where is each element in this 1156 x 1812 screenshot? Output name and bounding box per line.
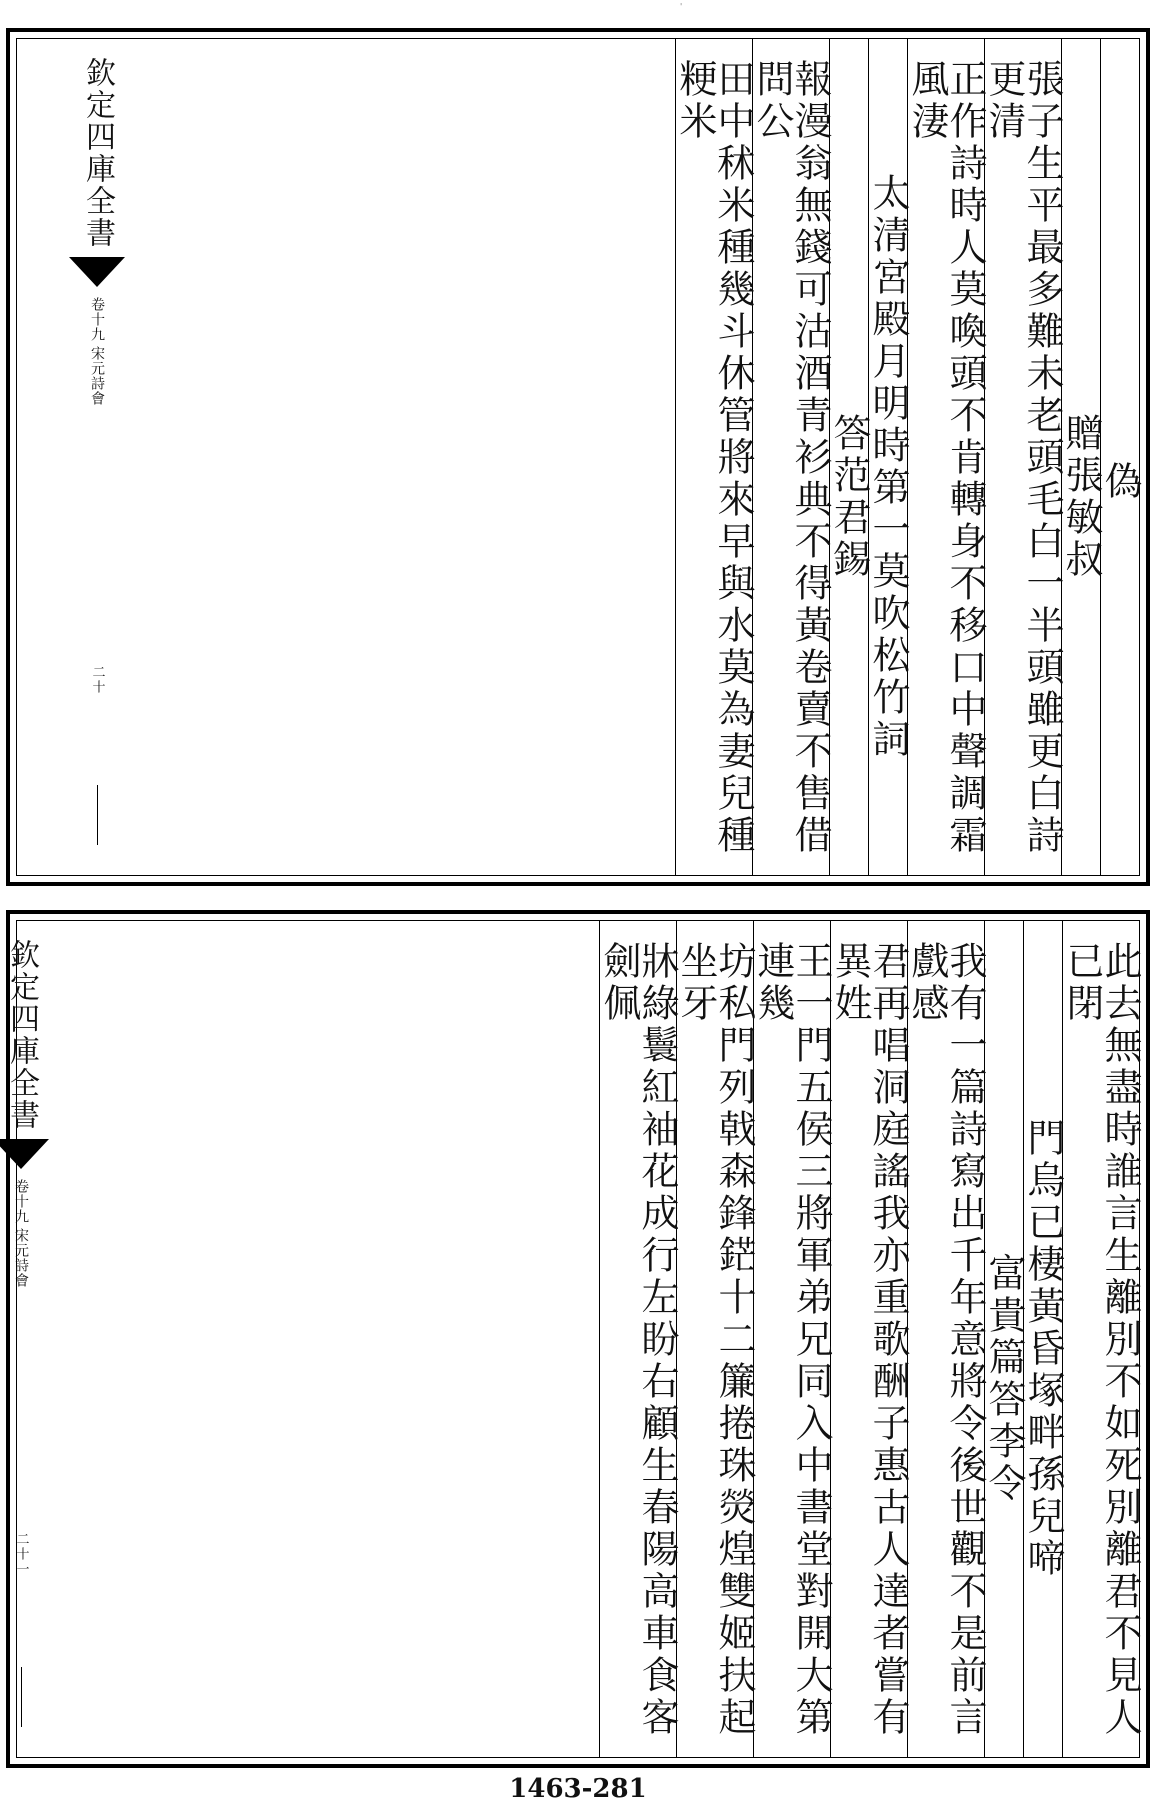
center-fold-column — [0, 39, 675, 875]
fold-line — [21, 1667, 22, 1727]
text-column: 王一門五侯三將軍弟兄同入中書堂對開大第連幾 — [753, 921, 830, 1757]
text-column: 此去無盡時誰言生離別不如死別離君不見人已閉 — [1062, 921, 1139, 1757]
lower-leaf — [6, 910, 1150, 1768]
text-column: 君再唱洞庭謠我亦重歌酬子惠古人達者嘗有異姓 — [830, 921, 907, 1757]
upper-leaf-columns — [16, 38, 1140, 876]
text-column: 偽 — [1100, 39, 1139, 875]
volume-info — [14, 1179, 28, 1288]
text-column: 太清宮殿月明時第一莫吹松竹詞 — [868, 39, 907, 875]
text-column: 坊私門列戟森鋒鋩十二簾捲珠熒煌雙姬扶起坐牙 — [676, 921, 753, 1757]
text-column: 田中秫米種幾斗休管將來早與水莫為妻兒種粳米 — [675, 39, 752, 875]
text-column: 牀綠鬟紅袖花成行左盼右顧生春陽高車食客劍佩 — [599, 921, 676, 1757]
volume-info-line: 卷十九 — [89, 297, 105, 342]
volume-info-line: 卷十九 — [13, 1179, 29, 1224]
text-column: 門烏已棲黃昏塚畔孫兒啼 — [1023, 921, 1062, 1757]
upper-leaf — [6, 28, 1150, 886]
book-title: 欽定四庫全書 — [80, 57, 115, 249]
text-column: 張子生平最多難未老頭毛白一半頭雖更白詩更清 — [984, 39, 1061, 875]
fish-tail-mark-icon — [69, 257, 125, 287]
text-column: 正作詩時人莫喚頭不肯轉身不移口中聲調霜風淒 — [907, 39, 984, 875]
page-number-footer: 1463-281 — [509, 1774, 647, 1804]
volume-info-line: 宋元詩會 — [89, 346, 105, 406]
poem-title-column: 富貴篇答李令 — [984, 921, 1023, 1757]
book-title: 欽定四庫全書 — [4, 939, 39, 1131]
text-column: 報漫翁無錢可沽酒青衫典不得黃卷賣不售借問公 — [752, 39, 829, 875]
volume-info-line: 宋元詩會 — [13, 1228, 29, 1288]
volume-info — [90, 297, 104, 406]
fold-line — [97, 785, 98, 845]
leaf-page-number: 二十 — [89, 665, 105, 695]
fish-tail-mark-icon — [0, 1139, 49, 1169]
page-top-mark: ' — [680, 2, 683, 11]
poem-title-column: 贈張敏叔 — [1061, 39, 1100, 875]
center-fold-column — [0, 921, 599, 1757]
leaf-page-number: 二十一 — [13, 1532, 29, 1577]
poem-title-column: 答范君錫 — [829, 39, 868, 875]
lower-leaf-columns — [4, 920, 1142, 1758]
text-column: 我有一篇詩寫出千年意將令後世觀不是前言戲感 — [907, 921, 984, 1757]
